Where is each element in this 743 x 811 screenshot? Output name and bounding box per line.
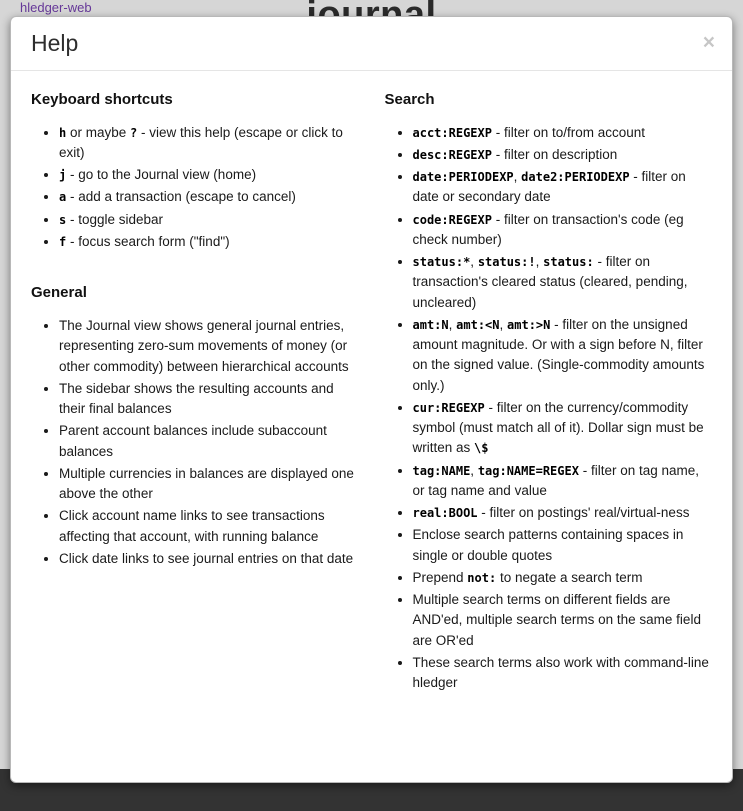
- section-heading: Search: [384, 90, 435, 108]
- text-segment: Click date links to see journal entries on that date: [59, 550, 354, 566]
- brand-link[interactable]: hledger-web: [20, 0, 92, 15]
- text-segment: ,: [499, 316, 508, 332]
- text-segment: Multiple currencies in balances are displayed one above the other: [59, 465, 354, 502]
- text-segment: to negate a search term: [496, 569, 643, 585]
- text-segment: or maybe: [66, 124, 131, 140]
- text-segment: ,: [470, 254, 478, 270]
- text-segment: - filter on the currency/commodity symbol (must match all of it). Dollar sign must be written as: [412, 399, 704, 456]
- text-segment: - toggle sidebar: [66, 211, 164, 227]
- code-term: f: [59, 234, 67, 249]
- code-term: amt:>N: [507, 317, 551, 332]
- list-item: [413, 503, 713, 523]
- code-term: h: [59, 125, 67, 140]
- code-term: status:: [543, 255, 594, 270]
- list-item: [59, 316, 359, 377]
- list-item: [59, 379, 359, 420]
- text-segment: Prepend: [412, 569, 468, 585]
- modal-body: [11, 71, 732, 782]
- bullet-list: [31, 123, 359, 253]
- text-segment: - filter on the unsigned amount magnitude. Or with a sign before N, filter on the signed value. (Single-commodity amounts only.): [412, 316, 705, 393]
- help-column-right: [385, 91, 713, 772]
- code-term: status:*: [412, 255, 471, 270]
- list-item: [413, 145, 713, 165]
- text-segment: Parent account balances include subaccount balances: [59, 423, 327, 459]
- code-term: date:PERIODEXP: [412, 170, 514, 185]
- text-segment: - go to the Journal view (home): [66, 167, 257, 183]
- list-item: [413, 653, 713, 694]
- text-segment: Enclose search patterns containing spaces in single or double quotes: [412, 527, 684, 563]
- text-segment: - add a transaction (escape to cancel): [66, 189, 296, 205]
- text-segment: ,: [513, 169, 522, 185]
- list-item: [413, 461, 713, 502]
- list-item: [413, 167, 713, 208]
- help-column-left: [31, 91, 359, 772]
- text-segment: - filter on transaction's code (eg check number): [412, 211, 684, 247]
- list-item: [413, 525, 713, 566]
- text-segment: ,: [448, 316, 457, 332]
- modal-header: [11, 17, 732, 71]
- modal-title: Help: [31, 30, 79, 56]
- code-term: date2:PERIODEXP: [521, 170, 630, 185]
- list-item: [413, 123, 713, 143]
- list-item: [59, 232, 359, 252]
- code-term: j: [59, 168, 67, 183]
- list-item: [59, 165, 359, 185]
- text-segment: ,: [535, 254, 544, 270]
- list-item: [59, 506, 359, 547]
- code-term: status:!: [477, 255, 536, 270]
- list-item: [59, 187, 359, 207]
- text-segment: - filter on description: [491, 146, 618, 162]
- list-item: [59, 464, 359, 505]
- text-segment: The Journal view shows general journal entries, representing zero-sum movements of money (or other commodity) between hierarchical accounts: [59, 318, 349, 374]
- help-section: [31, 91, 359, 253]
- text-segment: - filter on postings' real/virtual-ness: [477, 505, 690, 521]
- code-term: ?: [130, 125, 138, 140]
- code-term: real:BOOL: [412, 506, 478, 521]
- code-term: a: [59, 190, 67, 205]
- text-segment: - view this help (escape or click to exit): [59, 124, 343, 160]
- text-segment: Multiple search terms on different fields are AND'ed, multiple search terms on the same field are OR'ed: [412, 592, 701, 648]
- list-item: [413, 210, 713, 251]
- text-segment: - focus search form ("find"): [66, 233, 230, 249]
- bullet-list: [385, 123, 713, 694]
- help-section: [385, 91, 713, 694]
- list-item: [413, 568, 713, 588]
- list-item: [413, 252, 713, 313]
- code-term: s: [59, 212, 67, 227]
- bullet-list: [31, 316, 359, 569]
- list-item: [413, 398, 713, 459]
- list-item: [59, 210, 359, 230]
- text-segment: - filter on to/from account: [491, 124, 646, 140]
- text-segment: ,: [470, 462, 478, 478]
- list-item: [59, 421, 359, 462]
- code-term: code:REGEXP: [412, 212, 492, 227]
- list-item: [59, 123, 359, 164]
- code-term: cur:REGEXP: [412, 400, 485, 415]
- section-heading: Keyboard shortcuts: [31, 90, 173, 108]
- help-modal: [10, 16, 733, 783]
- code-term: \$: [474, 441, 489, 456]
- code-term: not:: [467, 570, 497, 585]
- list-item: [413, 590, 713, 651]
- text-segment: Click account name links to see transactions affecting that account, with running balance: [59, 508, 325, 544]
- help-section: [31, 284, 359, 569]
- text-segment: - filter on date or secondary date: [412, 169, 686, 205]
- list-item: [59, 549, 359, 569]
- code-term: tag:NAME=REGEX: [477, 463, 579, 478]
- text-segment: These search terms also work with command-line hledger: [412, 654, 709, 691]
- code-term: amt:<N: [456, 317, 500, 332]
- code-term: acct:REGEXP: [412, 125, 492, 140]
- code-term: desc:REGEXP: [412, 147, 492, 162]
- text-segment: The sidebar shows the resulting accounts and their final balances: [59, 380, 334, 417]
- close-icon[interactable]: ×: [702, 31, 715, 54]
- code-term: amt:N: [412, 317, 449, 332]
- section-heading: General: [31, 284, 87, 302]
- list-item: [413, 315, 713, 396]
- code-term: tag:NAME: [412, 463, 471, 478]
- text-segment: - filter on tag name, or tag name and value: [412, 462, 700, 498]
- text-segment: - filter on transaction's cleared status (cleared, pending, uncleared): [412, 254, 688, 310]
